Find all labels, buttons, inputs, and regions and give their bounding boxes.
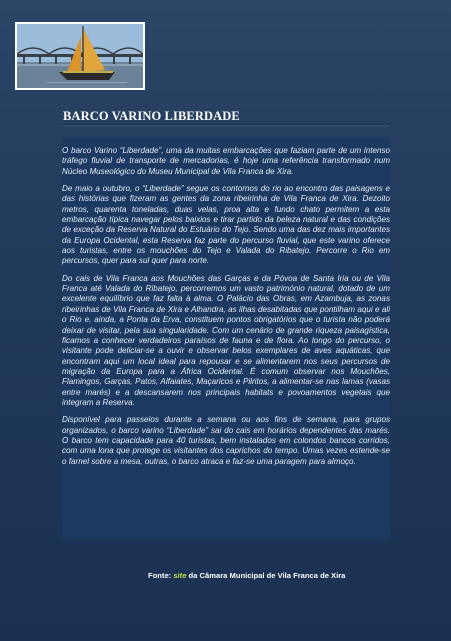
source-prefix: Fonte:	[148, 571, 172, 580]
paragraph-availability: Disponível para passeios durante a semana ou aos fins de semana, para grupos organizados, o barco varino “Liberdade” sai do cais em horários dependentes das marés. O barco tem capacidade para 40 turistas, bem instalados em colondos bancos corridos, com uma lona que protege os visitantes dos caprichos do tempo. Umas vezes estende-se o farnel sobre a mesa, outras, o barco atraca e faz-se uma paragem para almoço.	[62, 415, 390, 466]
paragraph-intro: O barco Varino “Liberdade”, uma da muitas embarcações que faziam parte de um intenso tráfego fluvial de transporte de mercadorias, é hoje uma referência transformado num Núcleo Museológico do Museu Municipal de Vila Franca de Xira.	[62, 146, 390, 176]
boat-photo	[15, 22, 145, 90]
source-credit	[148, 571, 345, 580]
source-site-link[interactable]: site	[173, 571, 187, 580]
paragraph-nature: Do cais de Vila Franca aos Mouchões das Garças e da Póvoa de Santa Iria ou de Vila Franca até Valada do Ribatejo, percorremos um vasto património natural, dotado de um excelente equilíbrio que faz falta à alma. O Palácio das Obras, em Azambuja, as zonas ribeirinhas de Vila Franca de Xira e Alhandra, as ilhas desabitadas que pontilham aqui e ali o Rio e, ainda, a Ponta da Erva, constituem pontos obrigatórios que o turista não poderá deixar de visitar, pela sua singularidade. Com um cenário de grande riqueza paisagística, ficamos a conhecer verdadeiros paraísos de fauna e de flora. Ao longo do percurso, o visitante pode deliciar-se a ouvir e observar belos exemplares de aves aquáticas, que encontram aqui um local ideal para repousar e se alimentarem nos seus percursos de migração da Europa para a África Ocidental. É comum observar nos Mouchões, Flamingos, Garças, Patos, Alfaiates, Maçaricos e Pilritos, a alimentar-se nas lamas (vasas entre marés) e a descansarem nos principais habitats e povoamentos vegetais que integram a Reserva.	[62, 273, 390, 407]
page-title: BARCO VARINO LIBERDADE	[63, 109, 240, 123]
title-divider	[63, 124, 390, 125]
paragraph-route: De maio a outubro, o “Liberdade” segue os contornos do rio ao encontro das paisagens e das histórias que fizeram as gentes da zona ribeirinha de Vila Franca de Xira. Dezoito metros, quarenta toneladas, duas velas, proa alta e fundo chato permitem a esta embarcação típica navegar pelos baixios e tirar partido da beleza natural e das condições de exceção da Reserva Natural do Estuário do Tejo. Sendo uma das dez mais importantes da Europa Ocidental, esta Reserva faz parte do percurso fluvial, que este varino oferece aos turistas, entre os mouchões do Tejo e Valada do Ribatejo. Percorre o Rio em percursos, quer para sul quer para norte.	[62, 184, 390, 266]
source-suffix: da Câmara Municipal de Vila Franca de Xira	[188, 571, 346, 580]
text-panel	[62, 138, 390, 538]
